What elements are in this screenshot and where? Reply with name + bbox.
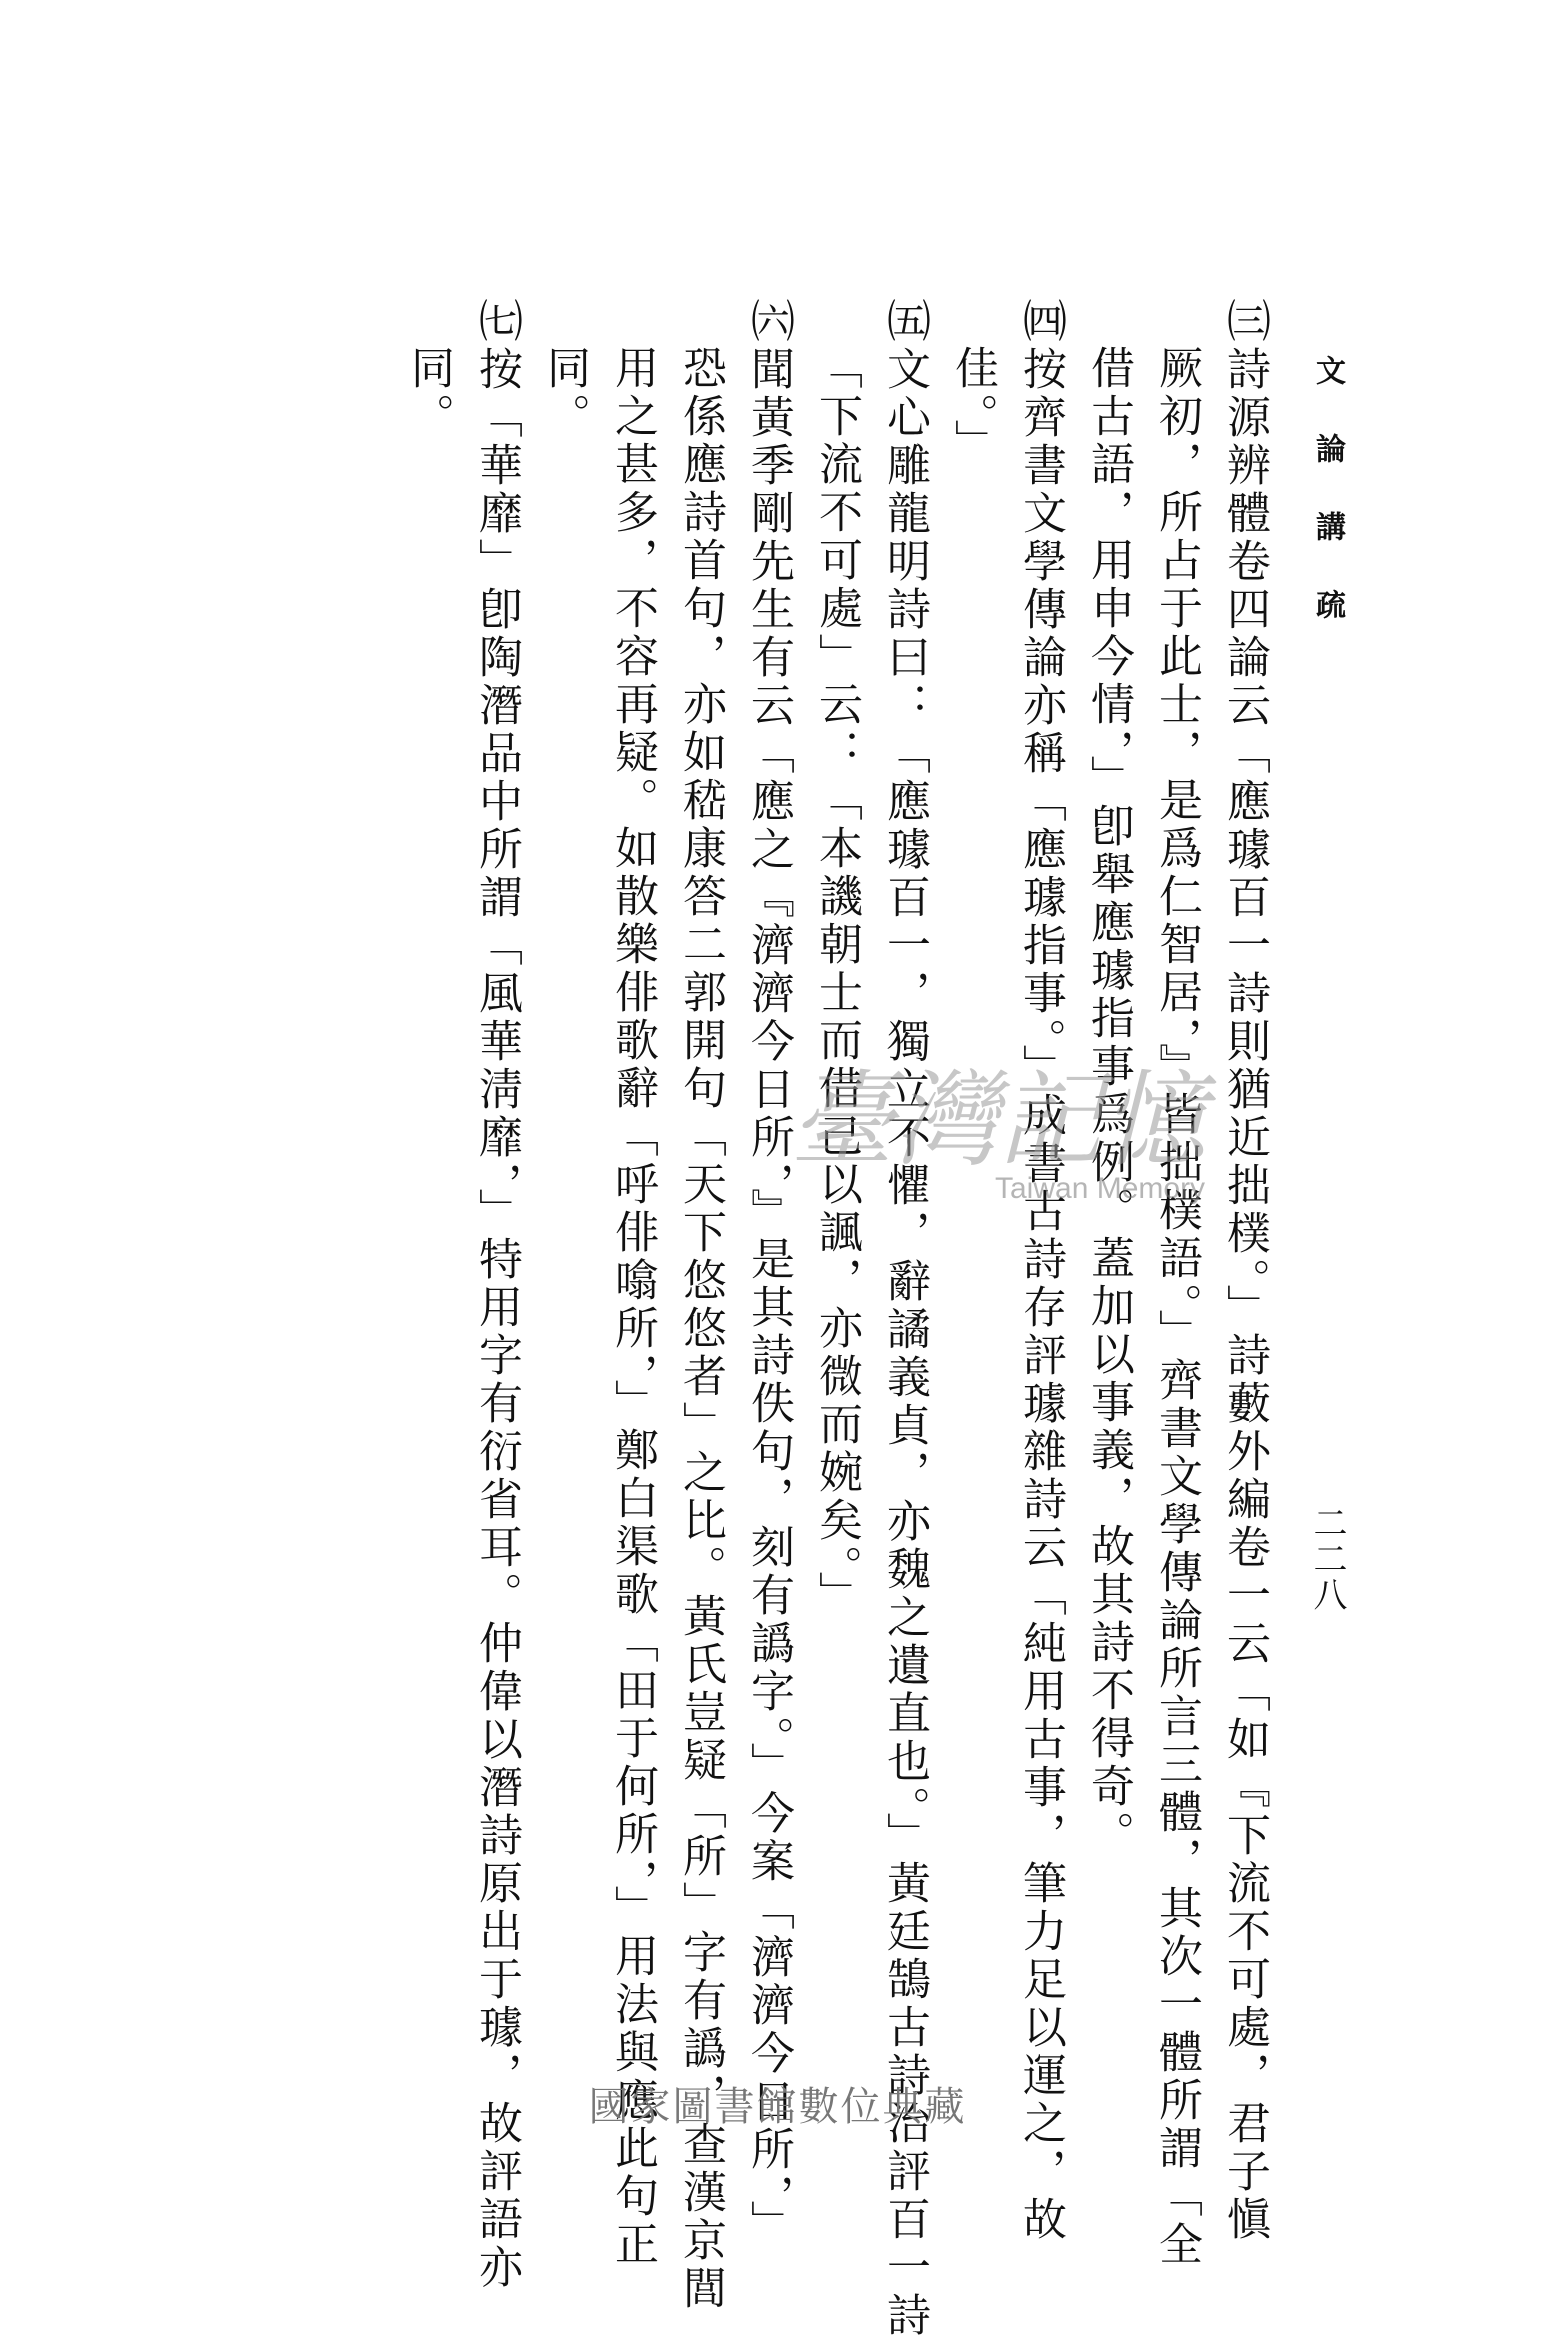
text-column-8: ㈥聞黃季剛先生有云「應之『濟濟今日所，』是其詩佚句，刻有譌字。」今案「濟濟今日所，」 bbox=[743, 298, 794, 2248]
text-column-9: 恐係應詩首句，亦如嵇康答二郭開句「天下悠悠者」之比。黃氏豈疑「所」字有譌，查漢京閭 bbox=[675, 345, 726, 2313]
text-column-12: ㈦按「華靡」卽陶潛品中所謂「風華淸靡，」特用字有衍省耳。仲偉以潛詩原出于璩，故評語亦 bbox=[471, 298, 522, 2292]
text-column-1: ㈢詩源辨體卷四論云「應璩百一詩則猶近拙樸。」詩藪外編卷一云「如『下流不可處，君子愼 bbox=[1219, 298, 1270, 2244]
watermark bbox=[790, 1060, 1230, 1210]
footer-collection-label: 國家圖書館數位典藏 bbox=[588, 2084, 967, 2130]
text-column-10: 用之甚多，不容再疑。如散樂俳歌辭「呼俳噏所，」鄭白渠歌「田于何所，」用法與應此句正 bbox=[607, 345, 658, 2269]
watermark-chinese-text: 臺灣記憶 bbox=[790, 1059, 1207, 1181]
text-column-13: 同。 bbox=[403, 345, 454, 441]
text-column-11: 同。 bbox=[539, 345, 590, 441]
page-number: 二二八 bbox=[1307, 1505, 1347, 1613]
watermark-english-text: Taiwan Memory bbox=[995, 1172, 1206, 1205]
text-column-2: 厥初，所占于此士，是爲仁智居，』皆拙樸語。」齊書文學傳論所言三體，其次一體所謂「全 bbox=[1151, 345, 1202, 2269]
running-header-title: 文論講疏 bbox=[1310, 355, 1345, 667]
text-column-7: 「下流不可處」云：「本譏朝士而借己以諷，亦微而婉矣。」 bbox=[811, 345, 862, 1619]
text-column-3: 借古語，用申今情，」卽舉應璩指事爲例。蓋加以事義，故其詩不得奇。 bbox=[1083, 345, 1134, 1859]
text-column-4: ㈣按齊書文學傳論亦稱「應璩指事。」成書古詩存評璩雜詩云「純用古事，筆力足以運之，故 bbox=[1015, 298, 1066, 2244]
text-column-5: 佳。」 bbox=[947, 345, 998, 467]
text-column-6: ㈤文心雕龍明詩曰：「應璩百一，獨立不懼，辭譎義貞，亦魏之遺直也。」黃廷鵠古詩治評百一詩 bbox=[879, 298, 930, 2340]
